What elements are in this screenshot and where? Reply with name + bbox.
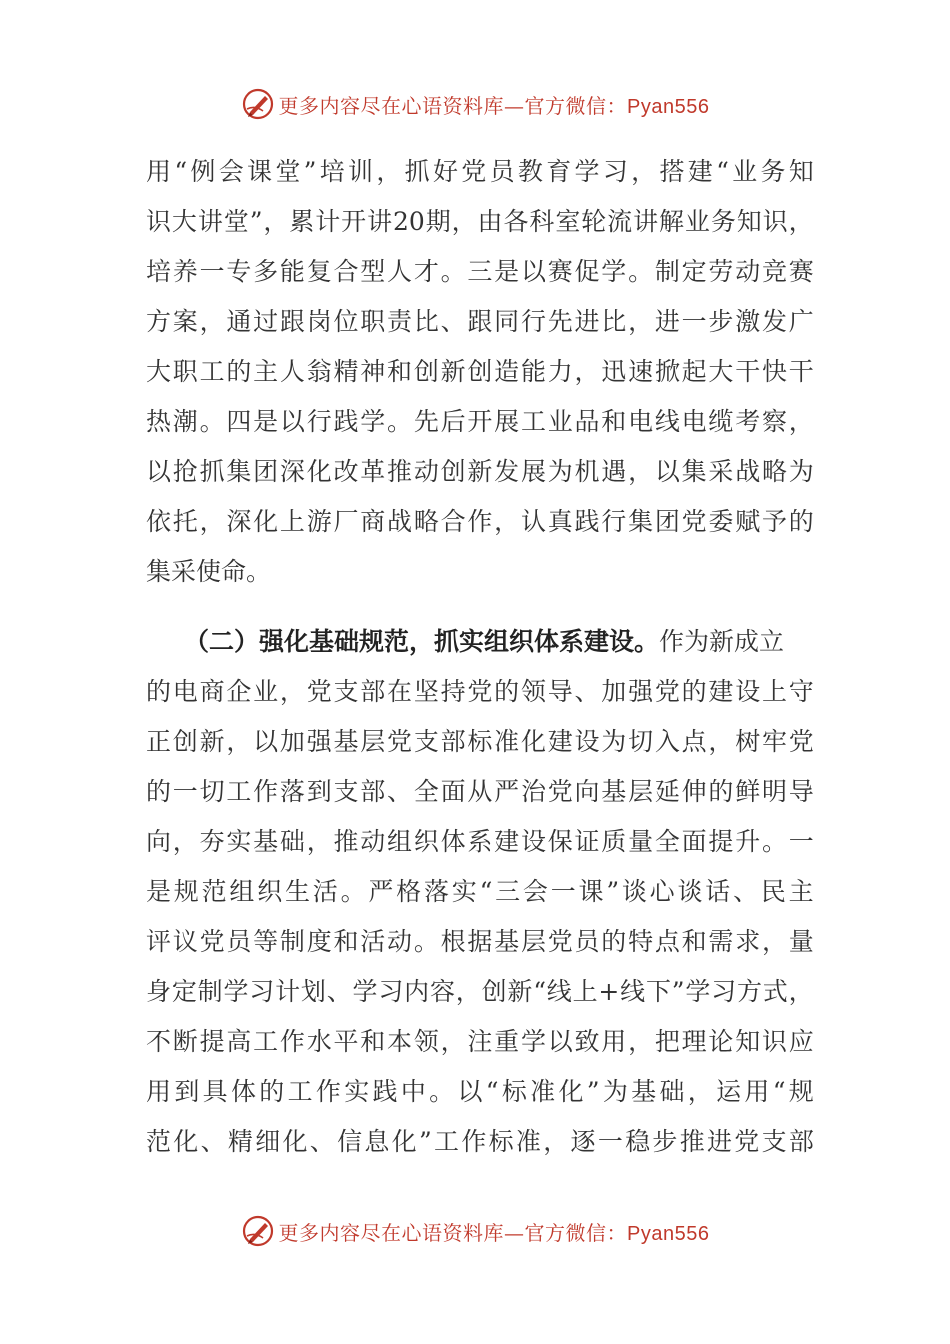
- text-line: 范 化 、 精 细 化 、 信 息 化 ” 工 作 标 准 ， 逐 一 稳 步 推 进 党 支 部: [146, 1127, 814, 1156]
- watermark-banner-bottom: [0, 1211, 950, 1251]
- watermark-text: [279, 90, 710, 119]
- text-line: 不 断 提 高 工 作 水 平 和 本 领 ， 注 重 学 以 致 用 ， 把 理 论 知 识 应: [146, 1027, 814, 1056]
- text-line: 以 抢 抓 集 团 深 化 改 革 推 动 创 新 发 展 为 机 遇 ， 以 集 采 战 略 为: [146, 457, 814, 486]
- text-line: 的 一 切 工 作 落 到 支 部 、 全 面 从 严 治 党 向 基 层 延 伸 的 鲜 明 导: [146, 777, 814, 806]
- paragraph-1: [146, 147, 814, 597]
- text-line-rest: 作为新成立: [659, 627, 785, 656]
- paragraph-2-first-line: [146, 617, 814, 667]
- text-line: 依 托 ， 深 化 上 游 厂 商 战 略 合 作 ， 认 真 践 行 集 团 党 委 赋 予 的: [146, 507, 814, 536]
- document-body: [146, 147, 814, 1167]
- paragraph-2: [146, 617, 814, 1167]
- pen-logo-icon: [241, 1214, 275, 1248]
- text-line: 培 养 一 专 多 能 复 合 型 人 才 。 三 是 以 赛 促 学 。 制 定 劳 动 竞 赛: [146, 257, 814, 286]
- watermark-text: [279, 1217, 710, 1246]
- watermark-site: 更多内容尽在心语资料库—官方微信：: [278, 1220, 628, 1245]
- watermark-account: Pyan556: [627, 95, 710, 118]
- text-line: 用 “ 例 会 课 堂 ” 培 训 ， 抓 好 党 员 教 育 学 习 ， 搭 建 “ 业 务 知: [146, 157, 814, 186]
- text-line: 身 定 制 学 习 计 划 、 学 习 内 容 ， 创 新 “ 线 上 + 线 下 ” 学 习 方 式 ，: [146, 977, 814, 1006]
- text-line: 识 大 讲 堂 ” ， 累 计 开 讲 20 期 ， 由 各 科 室 轮 流 讲 解 业 务 知 识 ，: [146, 207, 814, 236]
- text-line: 的 电 商 企 业 ， 党 支 部 在 坚 持 党 的 领 导 、 加 强 党 的 建 设 上 守: [146, 677, 814, 706]
- section-heading: （二）强化基础规范，抓实组织体系建设。: [184, 627, 660, 656]
- watermark-banner-top: [0, 84, 950, 124]
- text-line: 向 ， 夯 实 基 础 ， 推 动 组 织 体 系 建 设 保 证 质 量 全 面 提 升 。 一: [146, 827, 814, 856]
- text-line: 热 潮 。 四 是 以 行 践 学 。 先 后 开 展 工 业 品 和 电 线 电 缆 考 察 ，: [146, 407, 814, 436]
- text-line: 用 到 具 体 的 工 作 实 践 中 。 以 “ 标 准 化 ” 为 基 础 ， 运 用 “ 规: [146, 1077, 814, 1106]
- pen-logo-icon: [241, 87, 275, 121]
- text-line: 评 议 党 员 等 制 度 和 活 动 。 根 据 基 层 党 员 的 特 点 和 需 求 ， 量: [146, 927, 814, 956]
- text-line: 方 案 ， 通 过 跟 岗 位 职 责 比 、 跟 同 行 先 进 比 ， 进 一 步 激 发 广: [146, 307, 814, 336]
- text-line: 集采使命。: [146, 557, 272, 586]
- watermark-site: 更多内容尽在心语资料库—官方微信：: [278, 93, 628, 118]
- text-line: 是 规 范 组 织 生 活 。 严 格 落 实 “ 三 会 一 课 ” 谈 心 谈 话 、 民 主: [146, 877, 814, 906]
- text-line: 大 职 工 的 主 人 翁 精 神 和 创 新 创 造 能 力 ， 迅 速 掀 起 大 干 快 干: [146, 357, 814, 386]
- watermark-account: Pyan556: [627, 1222, 710, 1245]
- text-line: 正 创 新 ， 以 加 强 基 层 党 支 部 标 准 化 建 设 为 切 入 点 ， 树 牢 党: [146, 727, 814, 756]
